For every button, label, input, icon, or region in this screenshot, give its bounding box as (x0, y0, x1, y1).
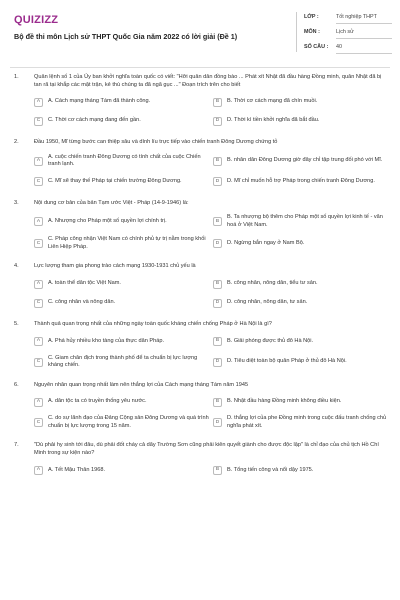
question-number: 1. (14, 74, 19, 80)
answer-option[interactable] (34, 174, 209, 190)
answer-option[interactable] (34, 234, 209, 253)
option-letter-box: C (34, 177, 43, 186)
answer-options (34, 152, 388, 190)
option-letter-box: B (213, 398, 222, 407)
option-text: B. Giải phóng được thủ đô Hà Nội. (227, 337, 314, 344)
option-letter-box: B (213, 98, 222, 107)
answer-option[interactable] (213, 413, 388, 432)
option-letter-box: B (213, 280, 222, 289)
answer-option[interactable] (213, 152, 388, 171)
question-text: Nội dung cơ bản của bản Tạm ước Việt - Pháp (14-9-1946) là: (34, 199, 189, 206)
meta-row-count (304, 44, 392, 54)
answer-option[interactable] (213, 334, 388, 350)
answer-option[interactable] (34, 113, 209, 129)
answer-option[interactable] (34, 276, 209, 292)
answer-option[interactable] (34, 394, 209, 410)
meta-value: Tốt nghiệp THPT (336, 14, 392, 24)
answer-option[interactable] (213, 276, 388, 292)
option-text: B. Thời cơ cách mạng đã chín muồi. (227, 98, 318, 105)
option-letter-box: C (34, 239, 43, 248)
answer-option[interactable] (34, 353, 209, 372)
question-item (0, 442, 400, 478)
answer-option[interactable] (34, 334, 209, 350)
option-text: B. nhân dân Đông Dương giờ đây chỉ tập trung đối phó với Mĩ. (227, 157, 383, 164)
meta-label: LỚP : (304, 14, 319, 20)
option-letter-box: A (34, 157, 43, 166)
option-text: C. công nhân và nông dân. (48, 299, 116, 306)
option-text: B. Nhật đầu hàng Đồng minh không điều kiện. (227, 398, 342, 405)
option-text: C. Giam chân địch trong thành phố để ta chuẩn bị lực lượng kháng chiến. (48, 354, 198, 369)
answer-option[interactable] (213, 212, 388, 231)
question-item (0, 263, 400, 311)
option-letter-box: B (213, 466, 222, 475)
option-text: D. Ngừng bắn ngay ở Nam Bộ. (227, 240, 305, 247)
answer-options (34, 212, 388, 253)
worksheet-header (0, 0, 400, 64)
question-item (0, 321, 400, 372)
answer-option[interactable] (213, 94, 388, 110)
meta-value: Lịch sử (336, 29, 392, 39)
answer-option[interactable] (34, 152, 209, 171)
header-separator (10, 67, 390, 68)
document-title: Bộ đề thi môn Lịch sử THPT Quốc Gia năm 2022 có lời giải (Đề 1) (14, 32, 238, 41)
option-text: B. Ta nhượng bộ thêm cho Pháp một số quyền lợi kinh tế - văn hoá ở Việt Nam. (227, 214, 383, 228)
answer-option[interactable] (213, 353, 388, 372)
question-text: Nguyên nhân quan trọng nhất làm nên thắng lợi của Cách mạng tháng Tám năm 1945 (34, 381, 249, 388)
answer-options (34, 334, 388, 372)
option-letter-box: A (34, 398, 43, 407)
option-letter-box: A (34, 217, 43, 226)
question-number: 3. (14, 199, 19, 206)
question-number: 7. (14, 442, 19, 449)
meta-row-subject (304, 29, 392, 39)
question-item (0, 139, 400, 190)
question-text: Lực lượng tham gia phong trào cách mạng 1930-1931 chủ yếu là (34, 263, 196, 270)
option-letter-box: D (213, 177, 222, 186)
question-number: 2. (14, 139, 19, 146)
answer-options (34, 276, 388, 311)
quizizz-logo: QUIZIZZ (14, 14, 59, 26)
option-text: A. dân tộc ta có truyền thống yêu nước. (48, 398, 147, 405)
option-text: A. toàn thể dân tộc Việt Nam. (48, 280, 121, 287)
option-text: D. Tiêu diệt toàn bộ quân Pháp ở thủ đô Hà Nội. (227, 358, 347, 365)
option-letter-box: B (213, 337, 222, 346)
question-number: 6. (14, 381, 19, 388)
option-letter-box: D (213, 299, 222, 308)
option-text: C. Mĩ sẽ thay thế Pháp tại chiến trường Đông Dương. (48, 177, 182, 184)
question-number: 5. (14, 321, 19, 328)
answer-option[interactable] (213, 174, 388, 190)
option-text: A. Tết Mậu Thân 1968. (48, 466, 106, 473)
question-number: 4. (14, 263, 19, 270)
answer-option[interactable] (34, 94, 209, 110)
option-letter-box: D (213, 239, 222, 248)
option-letter-box: B (213, 217, 222, 226)
option-text: A. Phá hủy nhiều kho tàng của thực dân Pháp. (48, 337, 165, 344)
option-letter-box: A (34, 337, 43, 346)
meta-value: 40 (336, 44, 392, 54)
option-text: C. do sự lãnh đạo của Đảng Cộng sản Đông Dương và quá trình chuẩn bị lực lượng trong 15 năm. (48, 415, 209, 429)
option-text: B. Tổng tiến công và nổi dậy 1975. (227, 466, 314, 473)
option-letter-box: D (213, 117, 222, 126)
option-letter-box: C (34, 299, 43, 308)
option-text: B. công nhân, nông dân, tiểu tư sản. (227, 280, 318, 287)
option-letter-box: C (34, 117, 43, 126)
answer-options (34, 462, 388, 478)
option-letter-box: D (213, 418, 222, 427)
question-item (0, 382, 400, 433)
question-text: Quân lệnh số 1 của Ủy ban khởi nghĩa toàn quốc có viết: "Hỡi quân dân đồng bào ... Phát xít Nhật đã đầu hàng Đồng minh, quân Nhật đã bị tan rã tại khắp các mặt trận, kẻ thù chúng ta đã ngã gục ..." Đoạn trích trên cho biết (34, 74, 382, 88)
option-text: D. Thời kì tiền khởi nghĩa đã bắt đầu. (227, 117, 320, 124)
option-letter-box: C (34, 358, 43, 367)
option-text: A. cuộc chiến tranh Đông Dương có tính chất của cuộc Chiến tranh lạnh. (48, 153, 201, 168)
answer-option[interactable] (213, 234, 388, 253)
question-item (0, 200, 400, 254)
meta-label: MÔN : (304, 29, 320, 35)
answer-option[interactable] (34, 413, 209, 432)
question-item (0, 74, 400, 129)
answer-option[interactable] (213, 462, 388, 478)
option-text: D. công nhân, nông dân, tư sản. (227, 299, 308, 306)
answer-option[interactable] (34, 462, 209, 478)
option-letter-box: C (34, 418, 43, 427)
answer-option[interactable] (34, 212, 209, 231)
answer-options (34, 394, 388, 432)
question-text: Thành quả quan trọng nhất của những ngày toàn quốc kháng chiến chống Pháp ở Hà Nội là gì? (34, 321, 272, 328)
answer-option[interactable] (213, 295, 388, 311)
option-letter-box: A (34, 98, 43, 107)
header-divider (296, 12, 297, 52)
option-text: C. Thời cơ cách mạng đang đến gần. (48, 117, 141, 124)
option-text: D. thắng lợi của phe Đồng minh trong cuộc đấu tranh chống chủ nghĩa phát xít. (227, 415, 387, 429)
option-text: A. Nhượng cho Pháp một số quyền lợi chính trị. (48, 218, 167, 225)
meta-row-class (304, 14, 392, 24)
option-letter-box: A (34, 280, 43, 289)
question-text: "Dù phải hy sinh tới đâu, dù phải đốt cháy cả dãy Trường Sơn cũng phải kiên quyết giành cho được độc lập" là chỉ đạo của chủ tịch Hồ Chí Minh trong sự kiện nào? (34, 442, 379, 456)
answer-option[interactable] (213, 113, 388, 129)
answer-option[interactable] (34, 295, 209, 311)
option-letter-box: A (34, 466, 43, 475)
option-letter-box: D (213, 358, 222, 367)
answer-options (34, 94, 388, 129)
answer-option[interactable] (213, 394, 388, 410)
option-text: D. Mĩ chỉ muốn hỗ trợ Pháp trong chiến tranh Đông Dương. (227, 177, 375, 184)
option-text: C. Pháp công nhận Việt Nam có chính phủ tự trị nằm trong khối Liên Hiệp Pháp. (48, 236, 206, 250)
option-text: A. Cách mạng tháng Tám đã thành công. (48, 98, 151, 105)
option-letter-box: B (213, 157, 222, 166)
question-text: Đầu 1950, Mĩ từng bước can thiệp sâu và dính líu trực tiếp vào chiến tranh Đông Dương chứng tỏ (34, 139, 278, 146)
question-list (0, 74, 400, 488)
meta-label: SỐ CÂU : (304, 44, 329, 50)
